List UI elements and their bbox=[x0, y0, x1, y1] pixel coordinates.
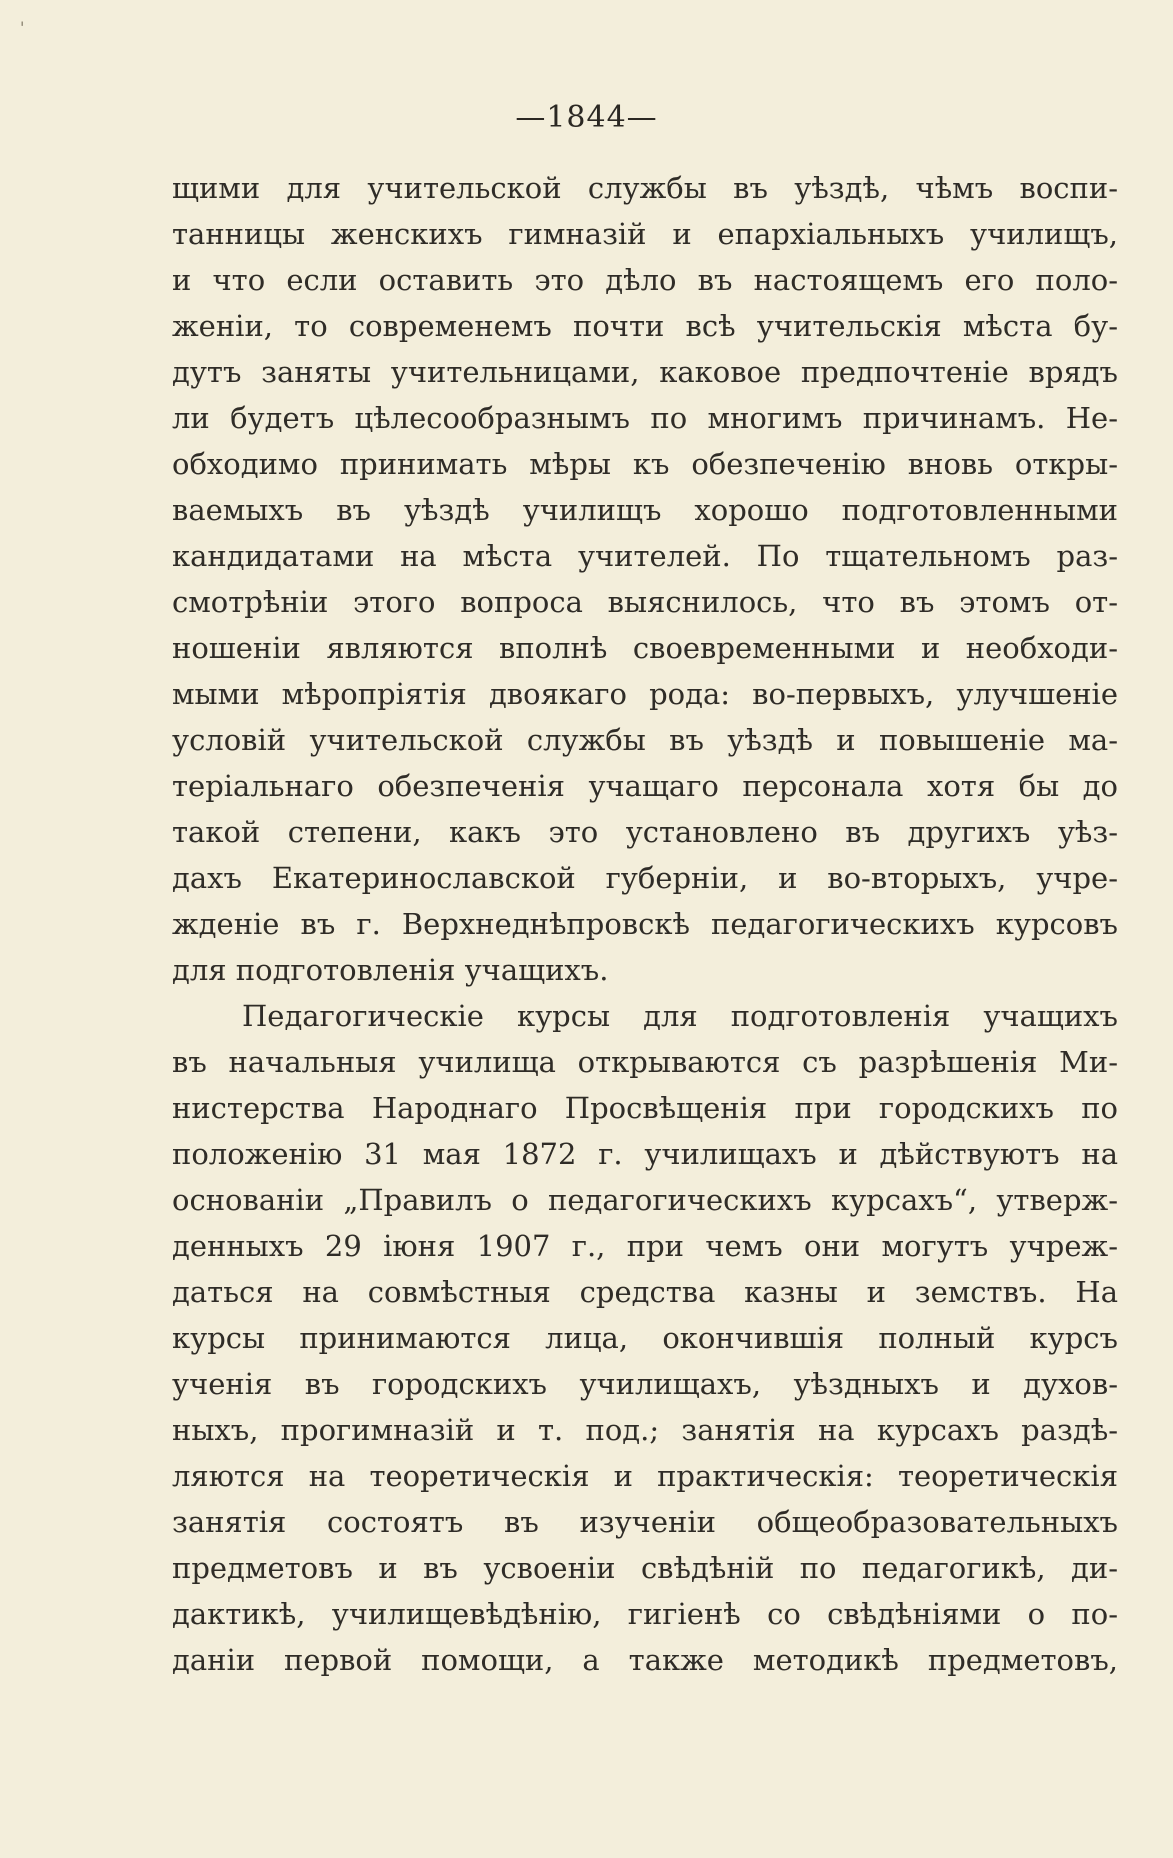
text-line: дактикѣ, училищевѣдѣнію, гигіенѣ со свѣдѣніями о по- bbox=[172, 1597, 1118, 1631]
text-line: курсы принимаются лица, окончившія полный курсъ bbox=[172, 1321, 1118, 1355]
text-line: основаніи „Правилъ о педагогическихъ курсахъ“, утверж- bbox=[172, 1183, 1118, 1217]
text-line: и что если оставить это дѣло въ настоящемъ его поло- bbox=[172, 263, 1118, 297]
text-line: ли будетъ цѣлесообразнымъ по многимъ причинамъ. Не- bbox=[172, 401, 1118, 435]
page-number: —1844— bbox=[515, 100, 658, 135]
text-line: дутъ заняты учительницами, каковое предпочтеніе врядъ bbox=[172, 355, 1118, 389]
text-line: даніи первой помощи, а также методикѣ предметовъ, bbox=[172, 1643, 1118, 1677]
text-line: жденіе въ г. Верхнеднѣпровскѣ педагогическихъ курсовъ bbox=[172, 907, 1118, 941]
text-line: денныхъ 29 іюня 1907 г., при чемъ они могутъ учреж- bbox=[172, 1229, 1118, 1263]
text-line: дахъ Екатеринославской губерніи, и во-вторыхъ, учре- bbox=[172, 861, 1118, 895]
text-line: теріальнаго обезпеченія учащаго персонала хотя бы до bbox=[172, 769, 1118, 803]
text-line: женіи, то современемъ почти всѣ учительскія мѣста бу- bbox=[172, 309, 1118, 343]
text-line: смотрѣніи этого вопроса выяснилось, что въ этомъ от- bbox=[172, 585, 1118, 619]
text-line: условій учительской службы въ уѣздѣ и повышеніе ма- bbox=[172, 723, 1118, 757]
text-line: нистерства Народнаго Просвѣщенія при городскихъ по bbox=[172, 1091, 1118, 1125]
text-line: обходимо принимать мѣры къ обезпеченію вновь откры- bbox=[172, 447, 1118, 481]
text-line: въ начальныя училища открываются съ разрѣшенія Ми- bbox=[172, 1045, 1118, 1079]
body-text bbox=[172, 165, 1118, 1683]
paragraph-end-line: для подготовленія учащихъ. bbox=[172, 953, 609, 987]
text-line: ляются на теоретическія и практическія: теоретическія bbox=[172, 1459, 1118, 1493]
text-line: ученія въ городскихъ училищахъ, уѣздныхъ и духов- bbox=[172, 1367, 1118, 1401]
text-line: даться на совмѣстныя средства казны и земствъ. На bbox=[172, 1275, 1118, 1309]
text-line: ныхъ, прогимназій и т. под.; занятія на курсахъ раздѣ- bbox=[172, 1413, 1118, 1447]
text-line: ношеніи являются вполнѣ своевременными и необходи- bbox=[172, 631, 1118, 665]
corner-mark: ' bbox=[20, 18, 25, 37]
text-line: предметовъ и въ усвоеніи свѣдѣній по педагогикѣ, ди- bbox=[172, 1551, 1118, 1585]
text-line: занятія состоятъ въ изученіи общеобразовательныхъ bbox=[172, 1505, 1118, 1539]
text-line: кандидатами на мѣста учителей. По тщательномъ раз- bbox=[172, 539, 1118, 573]
text-line: ваемыхъ въ уѣздѣ училищъ хорошо подготовленными bbox=[172, 493, 1118, 527]
text-line: такой степени, какъ это установлено въ другихъ уѣз- bbox=[172, 815, 1118, 849]
text-line: мыми мѣропріятія двоякаго рода: во-первыхъ, улучшеніе bbox=[172, 677, 1118, 711]
text-line: положенію 31 мая 1872 г. училищахъ и дѣйствуютъ на bbox=[172, 1137, 1118, 1171]
text-line: щими для учительской службы въ уѣздѣ, чѣмъ воспи- bbox=[172, 171, 1118, 205]
text-line: танницы женскихъ гимназій и епархіальныхъ училищъ, bbox=[172, 217, 1118, 251]
paragraph-start-line: Педагогическіе курсы для подготовленія учащихъ bbox=[242, 999, 1118, 1033]
